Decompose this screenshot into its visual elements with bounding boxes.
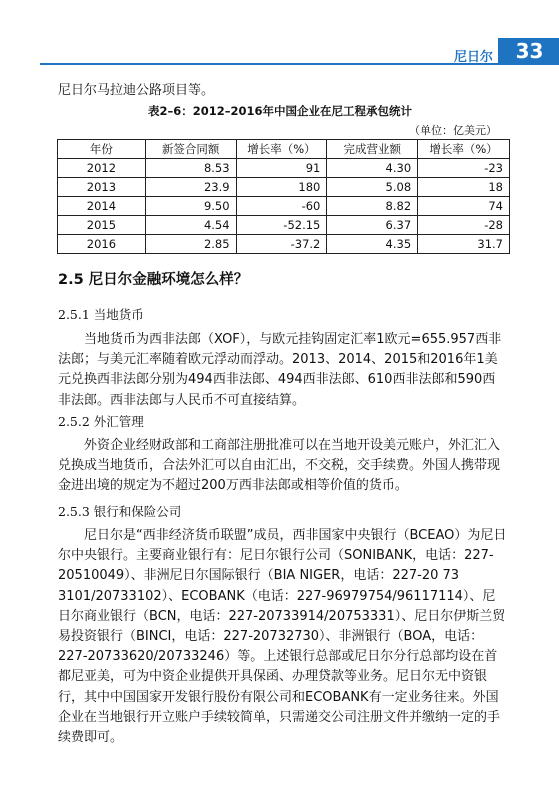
table-cell: 74 xyxy=(418,197,510,216)
table-cell: 180 xyxy=(236,178,327,197)
subsection-heading-banks: 2.5.3 银行和保险公司 xyxy=(58,504,182,519)
paragraph-currency: 当地货币为西非法郎（XOF），与欧元挂钩固定汇率1欧元=655.957西非法郎；与美元汇率随着欧元浮动而浮动。2013、2014、2015和2016年1美元兑换西非法郎分别为494西非法郎、494西非法郎、610西非法郎和590西非法郎。西非法郎与人民币不可直接结算。 xyxy=(58,332,502,408)
table-row xyxy=(58,178,510,197)
table-cell: 91 xyxy=(236,159,327,178)
table-cell: -37.2 xyxy=(236,235,327,254)
section-heading: 2.5 尼日尔金融环境怎么样？ xyxy=(58,272,249,288)
running-header-country: 尼日尔 xyxy=(453,50,493,65)
table-cell: 2016 xyxy=(58,235,146,254)
column-header: 新签合同额 xyxy=(145,140,236,159)
table-row xyxy=(58,216,510,235)
intro-line: 尼日尔马拉迪公路项目等。 xyxy=(58,83,215,98)
table-cell: 2.85 xyxy=(145,235,236,254)
table-cell: -23 xyxy=(418,159,510,178)
contract-stats-table xyxy=(57,139,510,254)
table-row xyxy=(58,235,510,254)
table-row xyxy=(58,197,510,216)
table-cell: 23.9 xyxy=(145,178,236,197)
table-cell: 4.54 xyxy=(145,216,236,235)
page-number: 33 xyxy=(515,39,544,63)
table-cell: 5.08 xyxy=(327,178,418,197)
table-cell: 4.30 xyxy=(327,159,418,178)
paragraph-banks: 尼日尔是“西非经济货币联盟”成员，西非国家中央银行（BCEAO）为尼日尔中央银行。主要商业银行有：尼日尔银行公司（SONIBANK，电话：227-20510049）、非洲尼日尔国际银行（BIA NIGER，电话：227-20 73 3101/20733102）、ECOBANK（电话：227-96979754/96117114）、尼日尔商业银行（BCN，电话：227-20733914/20753331）、尼日尔伊斯兰贸易投资银行（BINCI，电话：227-20732730）、非洲银行（BOA，电话：227-20733620/20733246）等。上述银行总部或尼日尔分行总部均设在首都尼亚美，可为中资企业提供开具保函、办理贷款等业务。尼日尔无中资银行，其中中国国家开发银行股份有限公司和ECOBANK有一定业务往来。外国企业在当地银行开立账户手续较简单，只需递交公司注册文件并缴纳一定的手续费即可。 xyxy=(58,528,507,746)
table-cell: 6.37 xyxy=(327,216,418,235)
subsection-heading-forex: 2.5.2 外汇管理 xyxy=(58,414,144,429)
table-cell: 8.82 xyxy=(327,197,418,216)
table-cell: 2012 xyxy=(58,159,146,178)
table-cell: 2013 xyxy=(58,178,146,197)
table-unit: （单位：亿美元） xyxy=(409,124,497,137)
subsection-heading-currency: 2.5.1 当地货币 xyxy=(58,307,144,322)
column-header: 完成营业额 xyxy=(327,140,418,159)
column-header: 年份 xyxy=(58,140,146,159)
table-cell: 18 xyxy=(418,178,510,197)
table-cell: 2014 xyxy=(58,197,146,216)
paragraph-forex: 外资企业经财政部和工商部注册批准可以在当地开设美元账户，外汇汇入兑换成当地货币，合法外汇可以自由汇出，不交税，交手续费。外国人携带现金进出境的规定为不超过200万西非法郎或相等价值的货币。 xyxy=(58,438,501,494)
table-cell: 4.35 xyxy=(327,235,418,254)
table-header-row xyxy=(58,140,510,159)
table-cell: 31.7 xyxy=(418,235,510,254)
table-cell: 9.50 xyxy=(145,197,236,216)
table-cell: 2015 xyxy=(58,216,146,235)
table-caption: 表2–6：2012–2016年中国企业在尼工程承包统计 xyxy=(148,104,413,118)
table-cell: -52.15 xyxy=(236,216,327,235)
table-row xyxy=(58,159,510,178)
column-header: 增长率（%） xyxy=(418,140,510,159)
table-cell: -28 xyxy=(418,216,510,235)
table-cell: 8.53 xyxy=(145,159,236,178)
table-cell: -60 xyxy=(236,197,327,216)
column-header: 增长率（%） xyxy=(236,140,327,159)
